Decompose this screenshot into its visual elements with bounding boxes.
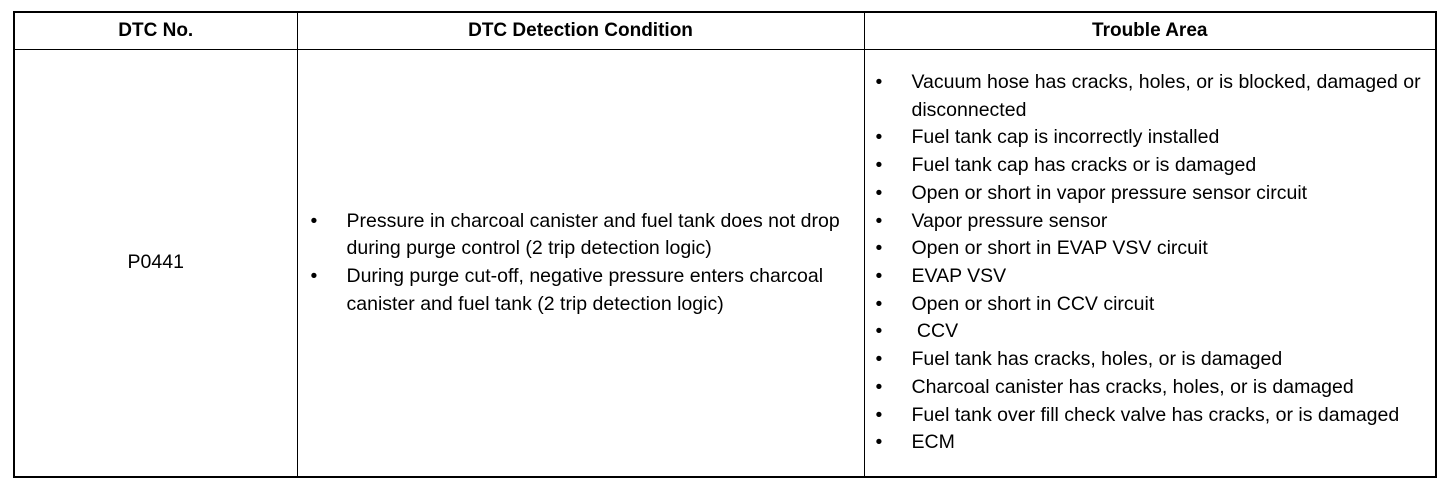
bullet-icon: • — [875, 375, 883, 398]
trouble-area-text: Charcoal canister has cracks, holes, or is damaged — [911, 375, 1354, 398]
condition-list — [298, 208, 864, 319]
bullet-icon: • — [875, 265, 883, 287]
header-trouble-area: Trouble Area — [864, 12, 1436, 50]
bullet-icon: • — [875, 320, 883, 343]
trouble-area-item — [865, 374, 1436, 402]
header-detection-condition: DTC Detection Condition — [297, 12, 864, 50]
trouble-area-item — [865, 235, 1436, 263]
trouble-area-item — [865, 124, 1436, 152]
condition-text: During purge cut-off, negative pressure enters charcoal canister and fuel tank (2 trip detection logic) — [346, 265, 824, 315]
trouble-area-text: Fuel tank cap is incorrectly installed — [911, 126, 1220, 149]
bullet-icon: • — [875, 154, 883, 177]
bullet-icon: • — [875, 126, 883, 149]
header-row — [14, 12, 1436, 50]
trouble-area-text: Open or short in EVAP VSV circuit — [911, 237, 1208, 260]
trouble-area-item — [865, 208, 1436, 236]
trouble-area-text: CCV — [911, 320, 959, 343]
bullet-icon: • — [875, 403, 883, 426]
trouble-area-text: Fuel tank cap has cracks or is damaged — [911, 154, 1257, 177]
trouble-area-item — [865, 429, 1436, 457]
trouble-area-text: Open or short in CCV circuit — [911, 292, 1155, 315]
trouble-area-text: Fuel tank has cracks, holes, or is damaged — [911, 348, 1283, 371]
trouble-area-text: ECM — [911, 431, 955, 454]
bullet-icon: • — [875, 348, 883, 371]
bullet-icon: • — [875, 237, 883, 260]
condition-item — [298, 263, 864, 318]
bullet-icon: • — [875, 209, 883, 232]
bullet-icon: • — [875, 431, 883, 454]
trouble-area-text: EVAP VSV — [911, 265, 1007, 287]
bullet-icon: • — [875, 292, 883, 315]
header-dtc-no: DTC No. — [14, 12, 297, 50]
bullet-icon: • — [875, 71, 883, 94]
trouble-area-text: Open or short in vapor pressure sensor circuit — [911, 181, 1308, 204]
condition-text: Pressure in charcoal canister and fuel tank does not drop during purge control (2 trip detection logic) — [346, 209, 840, 260]
trouble-area-item — [865, 346, 1436, 374]
trouble-area-item — [865, 318, 1436, 346]
trouble-area-text: Vacuum hose has cracks, holes, or is blocked, damaged or disconnected — [911, 71, 1421, 121]
trouble-area-cell — [864, 50, 1436, 478]
trouble-area-item — [865, 152, 1436, 180]
trouble-area-list — [865, 68, 1436, 458]
trouble-area-text: Vapor pressure sensor — [911, 209, 1108, 232]
trouble-area-item — [865, 291, 1436, 319]
trouble-area-text: Fuel tank over fill check valve has cracks, or is damaged — [911, 403, 1400, 426]
trouble-area-item — [865, 263, 1436, 291]
condition-item — [298, 208, 864, 263]
bullet-icon: • — [310, 265, 318, 287]
bullet-icon: • — [310, 209, 318, 232]
trouble-area-item — [865, 69, 1436, 124]
trouble-area-item — [865, 402, 1436, 430]
dtc-code-cell: P0441 — [14, 50, 297, 478]
trouble-area-item — [865, 180, 1436, 208]
table-row — [14, 50, 1436, 478]
detection-condition-cell — [297, 50, 864, 478]
bullet-icon: • — [875, 181, 883, 204]
dtc-table — [13, 11, 1437, 478]
